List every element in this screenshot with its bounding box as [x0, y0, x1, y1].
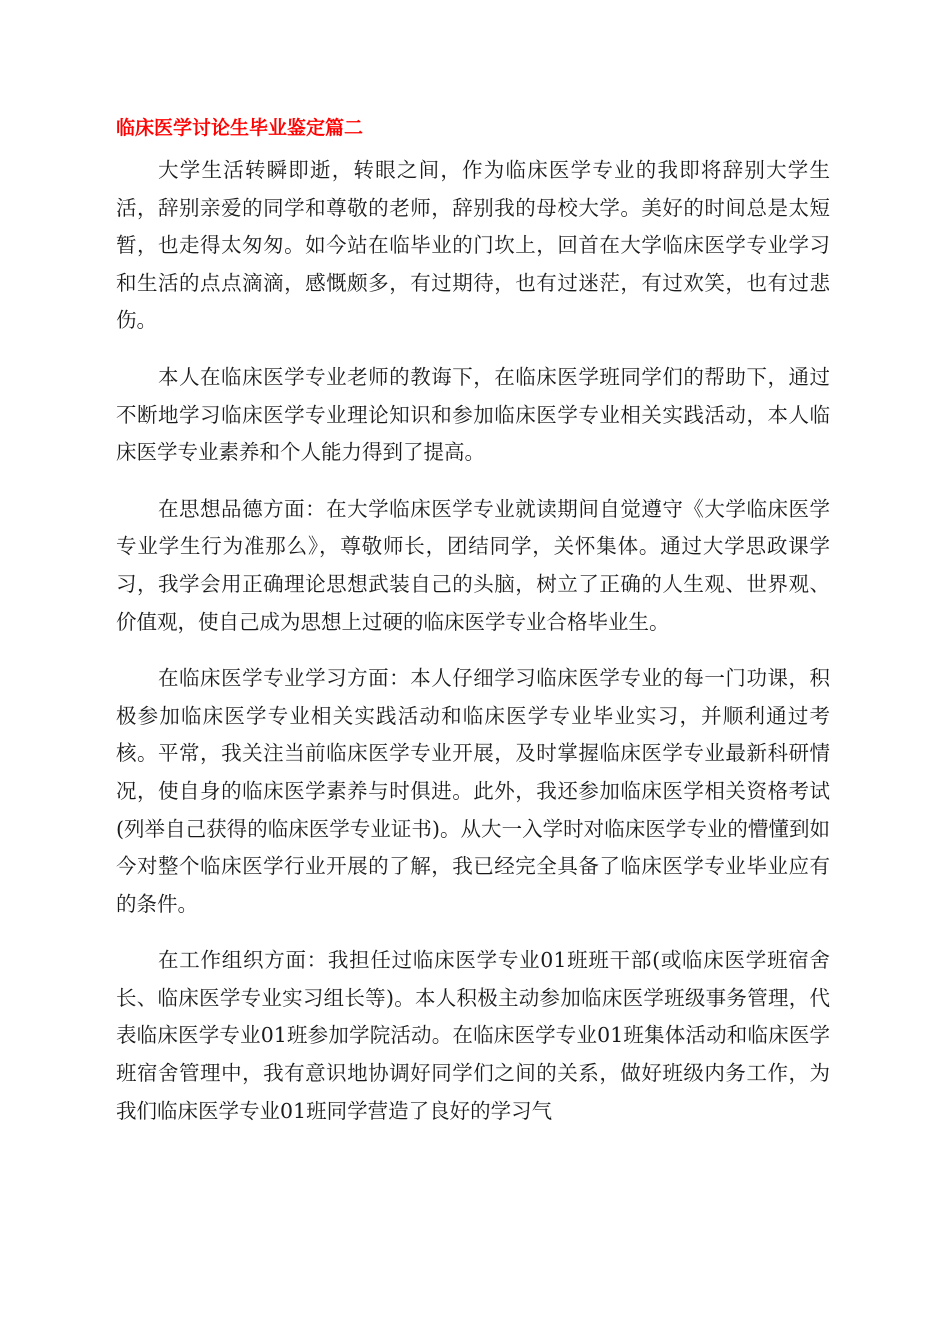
document-title: 临床医学讨论生毕业鉴定篇二 — [116, 117, 364, 139]
paragraph-intro: 大学生活转瞬即逝，转眼之间，作为临床医学专业的我即将辞别大学生活，辞别亲爱的同学和尊敬的老师，辞别我的母校大学。美好的时间总是太短暂，也走得太匆匆。如今站在临毕业的门坎上，回首在大学临床医学专业学习和生活的点点滴滴，感慨颇多，有过期待，也有过迷茫，有过欢笑，也有过悲伤。 — [116, 158, 830, 333]
document-body — [116, 152, 830, 1149]
paragraph-growth: 本人在临床医学专业老师的教诲下，在临床医学班同学们的帮助下，通过不断地学习临床医学专业理论知识和参加临床医学专业相关实践活动，本人临床医学专业素养和个人能力得到了提高。 — [116, 364, 830, 465]
paragraph-moral: 在思想品德方面：在大学临床医学专业就读期间自觉遵守《大学临床医学专业学生行为准那么》，尊敬师长，团结同学，关怀集体。通过大学思政课学习，我学会用正确理论思想武装自己的头脑，树立了正确的人生观、世界观、价值观，使自己成为思想上过硬的临床医学专业合格毕业生。 — [116, 496, 830, 634]
paragraph-study: 在临床医学专业学习方面：本人仔细学习临床医学专业的每一门功课，积极参加临床医学专业相关实践活动和临床医学专业毕业实习，并顺利通过考核。平常，我关注当前临床医学专业开展，及时掌握临床医学专业最新科研情况，使自身的临床医学素养与时俱进。此外，我还参加临床医学相关资格考试(列举自己获得的临床医学专业证书)。从大一入学时对临床医学专业的懵懂到如今对整个临床医学行业开展的了解，我已经完全具备了临床医学专业毕业应有的条件。 — [116, 666, 830, 916]
paragraph-work: 在工作组织方面：我担任过临床医学专业01班班干部(或临床医学班宿舍长、临床医学专业实习组长等)。本人积极主动参加临床医学班级事务管理，代表临床医学专业01班参加学院活动。在临床医学专业01班集体活动和临床医学班宿舍管理中，我有意识地协调好同学们之间的关系，做好班级内务工作，为我们临床医学专业01班同学营造了良好的学习气 — [116, 948, 830, 1123]
